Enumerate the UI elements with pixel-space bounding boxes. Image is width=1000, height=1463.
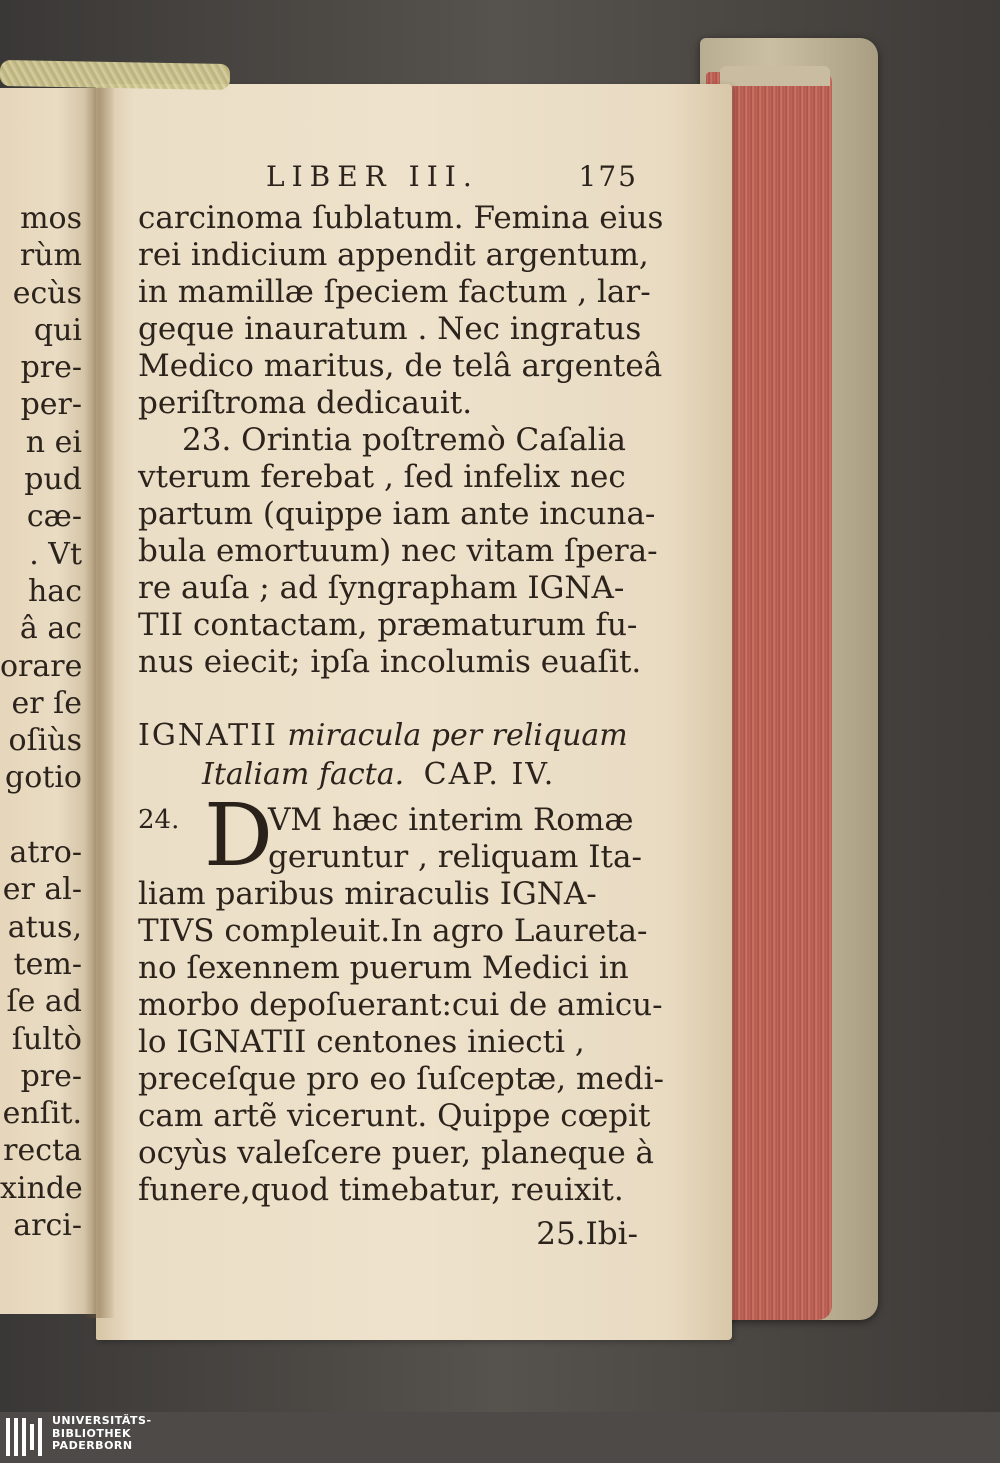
left-line: . Vt	[29, 536, 82, 572]
drop-capital: D	[204, 786, 273, 886]
left-line: orare	[0, 648, 83, 684]
left-line: pre-	[20, 1058, 82, 1094]
running-head	[266, 160, 638, 200]
left-line: gotio	[5, 760, 82, 796]
text-line: morbo depoſuerant:cui de amicu-	[138, 987, 663, 1023]
chapter-heading-italic-2: Italiam facta.	[202, 757, 405, 792]
left-line: cæ-	[26, 499, 82, 535]
text-line: funere,quod timebatur, reuixit.	[138, 1172, 624, 1208]
left-line: atus,	[7, 909, 82, 945]
left-line: ſe ad	[6, 984, 82, 1020]
left-line: er al-	[2, 872, 82, 908]
text-line: vterum ferebat , ſed infelix nec	[138, 459, 626, 495]
left-line	[0, 797, 86, 834]
left-line: enſit.	[2, 1096, 82, 1132]
text-line: TII contactam, præmaturum fu-	[138, 607, 638, 643]
left-line: arci-	[13, 1208, 82, 1244]
left-line: per-	[20, 387, 82, 423]
chapter-number: CAP. IV.	[423, 757, 556, 792]
chapter-heading-line-1	[138, 716, 638, 756]
left-line: pud	[24, 462, 82, 498]
left-line: â ac	[19, 611, 82, 647]
left-line: qui	[33, 312, 82, 348]
left-line: n ei	[25, 424, 82, 460]
chapter-heading-line-2	[202, 755, 702, 795]
left-line: er ſe	[11, 685, 82, 721]
text-line: partum (quippe iam ante incuna-	[138, 496, 656, 532]
library-footer-bar	[0, 1412, 1000, 1463]
chapter-heading-name: IGNATII	[138, 718, 278, 753]
text-line: lo IGNATII centones iniecti ,	[138, 1024, 585, 1060]
running-head-title: LIBER III.	[266, 160, 479, 193]
text-line: TIVS compleuit.In agro Laureta-	[138, 913, 648, 949]
left-line: atro-	[9, 835, 82, 871]
book-gutter	[84, 86, 114, 1318]
text-line: VM hæc interim Romæ	[268, 802, 634, 838]
text-line: bula emortuum) nec vitam ſpera-	[138, 533, 658, 569]
text-line: geque inauratum . Nec ingratus	[138, 311, 642, 347]
left-line: ecùs	[12, 275, 82, 311]
cover-top-edge	[720, 66, 830, 86]
left-line: rùm	[19, 238, 82, 274]
paragraph-24-number: 24.	[138, 805, 180, 835]
text-line: no ſexennem puerum Medici in	[138, 950, 629, 986]
catchword: 25.Ibi-	[536, 1216, 638, 1252]
paragraph-23-line: 23. Orintia poſtremò Caſalia	[182, 422, 626, 458]
text-line: in mamillæ ſpeciem factum , lar-	[138, 274, 651, 310]
page-number: 175	[578, 160, 638, 193]
library-name-line: PADERBORN	[52, 1439, 133, 1452]
left-line: recta	[3, 1133, 82, 1169]
text-line: ocyùs valeſcere puer, planeque à	[138, 1135, 655, 1171]
text-line: nus eiecit; ipſa incolumis euaſit.	[138, 644, 642, 680]
left-line: ſultò	[11, 1021, 82, 1057]
chapter-heading-italic-1: miracula per reliquam	[287, 718, 628, 753]
bookmark-ribbon	[0, 60, 230, 90]
left-line: xinde	[0, 1170, 83, 1206]
left-line: hac	[27, 573, 82, 609]
text-line: preceſque pro eo ſuſceptæ, medi-	[138, 1061, 664, 1097]
text-line: Medico maritus, de telâ argenteâ	[138, 348, 663, 384]
text-line: liam paribus miraculis IGNA-	[138, 876, 597, 912]
text-line: re auſa ; ad ſyngrapham IGNA-	[138, 570, 625, 606]
left-line: pre-	[20, 350, 82, 386]
text-line: periſtroma dedicauit.	[138, 385, 473, 421]
university-library-logo-icon	[6, 1418, 46, 1456]
left-line: mos	[20, 201, 82, 236]
library-name-line: BIBLIOTHEK	[52, 1426, 132, 1440]
text-line: geruntur , reliquam Ita-	[268, 839, 642, 875]
text-line: carcinoma ſublatum. Femina eius	[138, 200, 664, 236]
library-name-line: UNIVERSITÄTS-	[52, 1414, 152, 1427]
left-line: tem-	[13, 946, 82, 982]
text-line: rei indicium appendit argentum,	[138, 237, 649, 273]
library-name	[52, 1415, 152, 1453]
left-page-text	[0, 200, 86, 1244]
left-line: oſiùs	[8, 723, 82, 759]
text-line: cam artẽ vicerunt. Quippe cœpit	[138, 1098, 651, 1134]
